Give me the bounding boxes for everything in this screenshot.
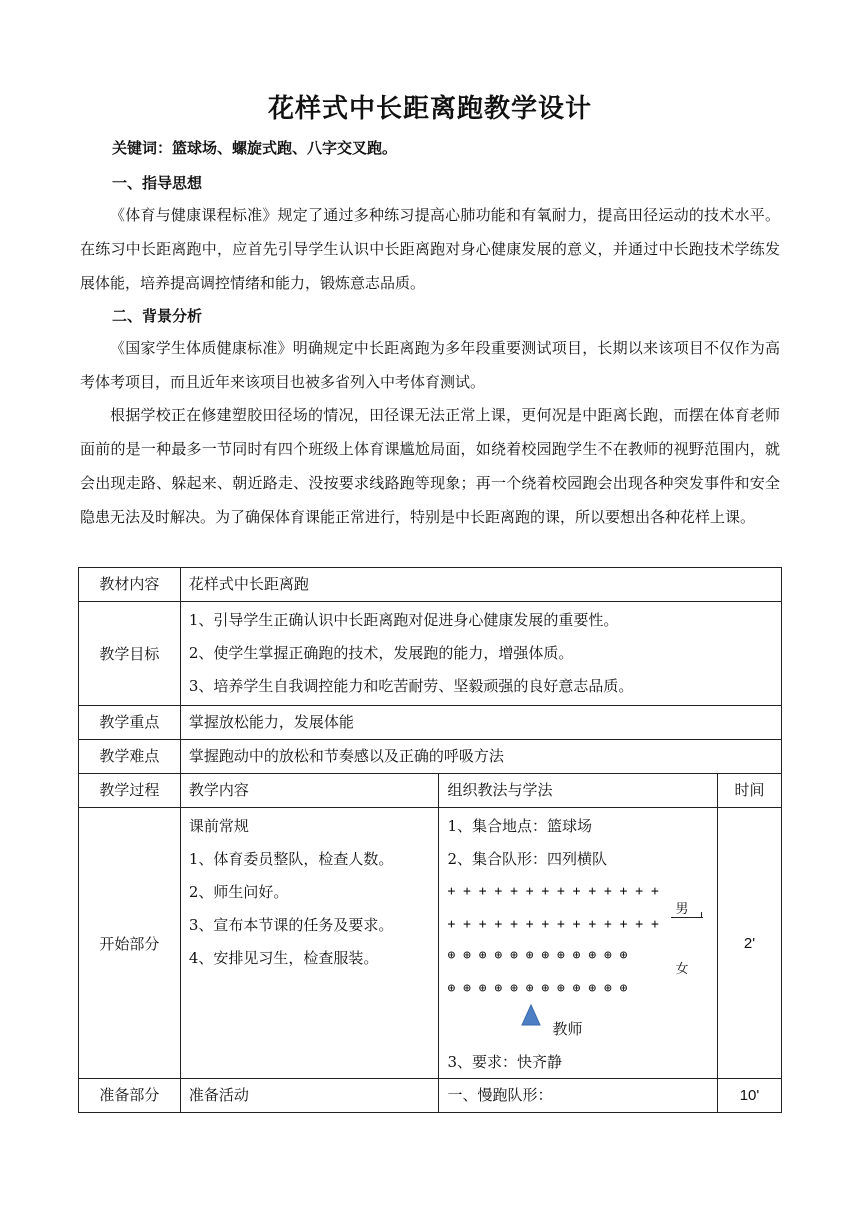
paragraph-background-2: 根据学校正在修建塑胶田径场的情况，田径课无法正常上课，更何况是中距离长跑，而摆在体育老师面前的是一种最多一节同时有四个班级上体育课尴尬局面，如绕着校园跑学生不在教师的视野范围内，就会出现走路、躲起来、朝近路走、没按要求线路跑等现象；再一个绕着校园跑会出现各种突发事件和安全隐患无法及时解决。为了确保体育课能正常进行，特别是中长距离跑的课，所以要想出各种花样上课。 xyxy=(80,406,780,526)
document-title: 花样式中长距离跑教学设计 xyxy=(267,94,592,124)
prep-time: 10' xyxy=(718,1079,782,1113)
method-header: 组织教法与学法 xyxy=(439,774,718,808)
table-row xyxy=(79,774,782,808)
material-label: 教材内容 xyxy=(79,568,181,602)
table-row xyxy=(79,568,782,602)
difficulty-value: 掌握跑动中的放松和节奏感以及正确的呼吸方法 xyxy=(180,740,781,774)
male-row-marks: + + + + + + + + + + + + + + xyxy=(447,917,659,932)
lesson-plan-table xyxy=(78,567,782,1113)
prep-content: 准备活动 xyxy=(180,1079,439,1113)
start-content-item: 2、师生问好。 xyxy=(188,883,289,901)
prep-section-label: 准备部分 xyxy=(79,1079,181,1113)
start-content-item: 1、体育委员整队，检查人数。 xyxy=(188,850,394,868)
difficulty-label: 教学难点 xyxy=(79,740,181,774)
goal-item: 2、使学生掌握正确跑的技术，发展跑的能力，增强体质。 xyxy=(188,644,574,662)
goal-item: 1、引导学生正确认识中长距离跑对促进身心健康发展的重要性。 xyxy=(188,611,619,629)
teacher-triangle-icon xyxy=(521,1004,541,1026)
time-header: 时间 xyxy=(718,774,782,808)
table-row xyxy=(79,808,782,1079)
male-row-marks: + + + + + + + + + + + + + + xyxy=(447,884,659,899)
paragraph-guiding-idea: 《体育与健康课程标准》规定了通过多种练习提高心肺功能和有氧耐力，提高田径运动的技术水平。在练习中长距离跑中，应首先引导学生认识中长距离跑对身心健康发展的意义，并通过中长跑技术学练发展体能，培养提高调控情绪和能力，锻炼意志品质。 xyxy=(80,206,780,292)
start-content-item: 4、安排见习生，检查服装。 xyxy=(188,949,379,967)
goals-label: 教学目标 xyxy=(79,602,181,706)
keywords-line: 关键词：篮球场、螺旋式跑、八字交叉跑。 xyxy=(112,139,398,157)
male-label: 男 xyxy=(675,902,689,917)
divider-line xyxy=(671,917,703,918)
formation-diagram xyxy=(447,810,709,1078)
requirement-text: 3、要求：快齐静 xyxy=(447,1053,562,1071)
female-row-marks: ⊕ ⊕ ⊕ ⊕ ⊕ ⊕ ⊕ ⊕ ⊕ ⊕ ⊕ ⊕ xyxy=(447,948,628,963)
table-row xyxy=(79,1079,782,1113)
start-section-label: 开始部分 xyxy=(79,808,181,1079)
teacher-label: 教师 xyxy=(552,1020,583,1038)
focus-label: 教学重点 xyxy=(79,706,181,740)
goal-item: 3、培养学生自我调控能力和吃苦耐劳、坚毅顽强的良好意志品质。 xyxy=(188,677,634,695)
method-item: 2、集合队形：四列横队 xyxy=(447,850,607,868)
start-content-item: 课前常规 xyxy=(188,817,249,835)
table-row xyxy=(79,740,782,774)
material-value: 花样式中长距离跑 xyxy=(180,568,781,602)
start-content-item: 3、宣布本节课的任务及要求。 xyxy=(188,916,394,934)
process-header-label: 教学过程 xyxy=(79,774,181,808)
content-header: 教学内容 xyxy=(180,774,439,808)
prep-method: 一、慢跑队形： xyxy=(439,1079,718,1113)
female-label: 女 xyxy=(675,962,689,977)
focus-value: 掌握放松能力，发展体能 xyxy=(180,706,781,740)
female-row-marks: ⊕ ⊕ ⊕ ⊕ ⊕ ⊕ ⊕ ⊕ ⊕ ⊕ ⊕ ⊕ xyxy=(447,981,628,996)
table-row xyxy=(79,602,782,706)
section-heading-guiding-idea: 一、指导思想 xyxy=(112,174,203,192)
table-row xyxy=(79,706,782,740)
paragraph-background-1: 《国家学生体质健康标准》明确规定中长距离跑为多年段重要测试项目，长期以来该项目不仅作为高考体考项目，而且近年来该项目也被多省列入中考体育测试。 xyxy=(80,339,780,391)
section-heading-background: 二、背景分析 xyxy=(112,307,203,325)
method-item: 1、集合地点：篮球场 xyxy=(447,817,592,835)
divider-tick xyxy=(701,912,702,918)
start-time: 2' xyxy=(718,808,782,1079)
